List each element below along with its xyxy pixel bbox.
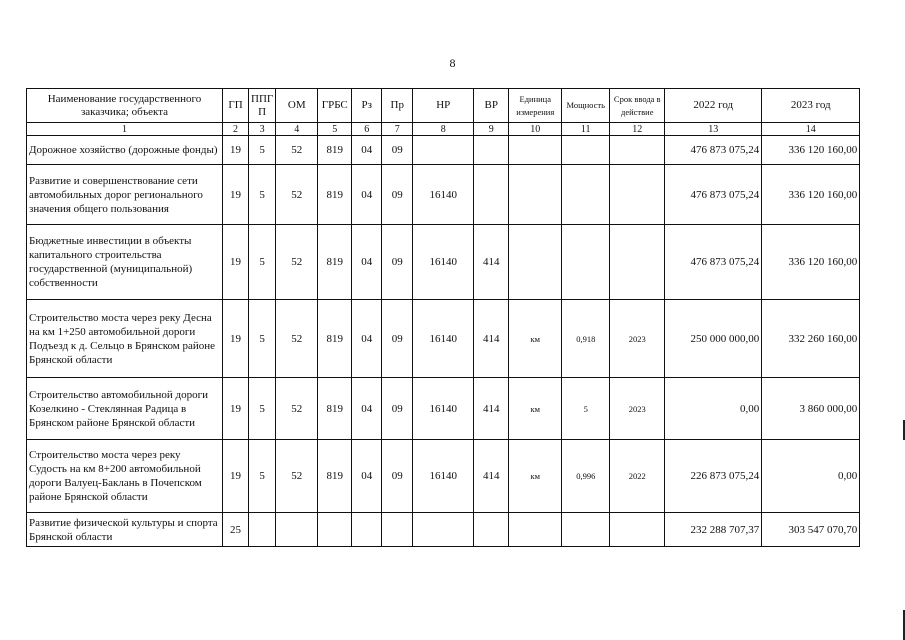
column-header: Срок ввода в действие xyxy=(610,89,665,123)
object-name-cell: Бюджетные инвестиции в объекты капитального строительства государственной (муниципальной) собственности xyxy=(27,225,223,300)
object-name-cell: Строительство автомобильной дороги Козелкино - Стеклянная Радица в Брянском районе Брянской области xyxy=(27,378,223,440)
column-header: Мощность xyxy=(562,89,610,123)
table-cell: 414 xyxy=(474,378,509,440)
table-cell: 476 873 075,24 xyxy=(665,136,762,165)
table-cell: 19 xyxy=(223,225,249,300)
table-cell: 19 xyxy=(223,165,249,225)
table-cell: 819 xyxy=(318,136,352,165)
table-cell: 19 xyxy=(223,300,249,378)
object-name-cell: Строительство моста через реку Десна на км 1+250 автомобильной дороги Подъезд к д. Сельцо в Брянском районе Брянской области xyxy=(27,300,223,378)
table-cell: 19 xyxy=(223,378,249,440)
table-cell: 819 xyxy=(318,300,352,378)
table-cell: 52 xyxy=(276,300,318,378)
table-cell: 0,00 xyxy=(665,378,762,440)
table-cell: 09 xyxy=(382,165,413,225)
table-cell: 52 xyxy=(276,378,318,440)
table-cell: 414 xyxy=(474,440,509,513)
table-cell: 336 120 160,00 xyxy=(762,225,860,300)
table-cell: 16140 xyxy=(413,300,474,378)
object-name-cell: Дорожное хозяйство (дорожные фонды) xyxy=(27,136,223,165)
column-header: Пр xyxy=(382,89,413,123)
column-number: 5 xyxy=(318,123,352,136)
table-cell: 16140 xyxy=(413,225,474,300)
table-cell: 52 xyxy=(276,136,318,165)
column-number: 9 xyxy=(474,123,509,136)
table-cell: 04 xyxy=(352,378,382,440)
column-number: 3 xyxy=(249,123,276,136)
table-cell: 819 xyxy=(318,378,352,440)
column-header: 2022 год xyxy=(665,89,762,123)
table-cell: 3 860 000,00 xyxy=(762,378,860,440)
column-number: 6 xyxy=(352,123,382,136)
column-header: ГП xyxy=(223,89,249,123)
table-cell: 5 xyxy=(249,300,276,378)
table-cell: 5 xyxy=(249,225,276,300)
table-cell xyxy=(610,165,665,225)
column-header: НР xyxy=(413,89,474,123)
object-name-cell: Строительство моста через реку Судость на км 8+200 автомобильной дороги Валуец-Баклань в Почепском районе Брянской области xyxy=(27,440,223,513)
column-header: ВР xyxy=(474,89,509,123)
table-cell: 04 xyxy=(352,225,382,300)
column-number-row xyxy=(27,123,860,136)
column-number: 4 xyxy=(276,123,318,136)
object-name-cell: Развитие физической культуры и спорта Брянской области xyxy=(27,513,223,547)
table-cell xyxy=(249,513,276,547)
table-cell: 0,996 xyxy=(562,440,610,513)
table-cell xyxy=(562,513,610,547)
table-cell: 5 xyxy=(249,440,276,513)
table-cell xyxy=(352,513,382,547)
table-cell: 19 xyxy=(223,440,249,513)
table-cell: 2022 xyxy=(610,440,665,513)
table-cell: 5 xyxy=(562,378,610,440)
table-cell: 09 xyxy=(382,136,413,165)
table-cell: 52 xyxy=(276,165,318,225)
table-row xyxy=(27,513,860,547)
table-cell xyxy=(562,165,610,225)
column-number: 10 xyxy=(509,123,562,136)
table-cell xyxy=(509,165,562,225)
page-number: 8 xyxy=(449,56,456,70)
table-cell xyxy=(509,136,562,165)
table-cell xyxy=(610,513,665,547)
table-cell: 2023 xyxy=(610,300,665,378)
table-cell: 09 xyxy=(382,378,413,440)
table-cell: 2023 xyxy=(610,378,665,440)
table-cell xyxy=(276,513,318,547)
table-cell: 303 547 070,70 xyxy=(762,513,860,547)
column-number: 7 xyxy=(382,123,413,136)
table-cell: 232 288 707,37 xyxy=(665,513,762,547)
table-cell: км xyxy=(509,440,562,513)
table-row xyxy=(27,225,860,300)
column-number: 13 xyxy=(665,123,762,136)
table-cell xyxy=(474,513,509,547)
table-cell: 5 xyxy=(249,136,276,165)
column-header: Рз xyxy=(352,89,382,123)
table-cell: 52 xyxy=(276,225,318,300)
column-number: 12 xyxy=(610,123,665,136)
column-header: ГРБС xyxy=(318,89,352,123)
table-cell xyxy=(413,513,474,547)
object-name-cell: Развитие и совершенствование сети автомобильных дорог регионального значения общего пользования xyxy=(27,165,223,225)
table-cell: 52 xyxy=(276,440,318,513)
table-cell: 04 xyxy=(352,440,382,513)
table-cell xyxy=(509,513,562,547)
table-cell: 09 xyxy=(382,440,413,513)
table-cell: 0,918 xyxy=(562,300,610,378)
table-cell: 16140 xyxy=(413,440,474,513)
column-header: 2023 год xyxy=(762,89,860,123)
budget-table xyxy=(26,88,860,547)
table-cell: 16140 xyxy=(413,165,474,225)
table-cell: 0,00 xyxy=(762,440,860,513)
table-cell xyxy=(509,225,562,300)
table-cell: 04 xyxy=(352,136,382,165)
column-header: ППГ П xyxy=(249,89,276,123)
table-cell: 414 xyxy=(474,225,509,300)
table-cell: 25 xyxy=(223,513,249,547)
table-cell: 09 xyxy=(382,225,413,300)
table-cell xyxy=(413,136,474,165)
table-cell: 04 xyxy=(352,165,382,225)
column-number: 8 xyxy=(413,123,474,136)
table-cell xyxy=(474,136,509,165)
table-cell: 226 873 075,24 xyxy=(665,440,762,513)
table-cell: 336 120 160,00 xyxy=(762,165,860,225)
table-cell: 414 xyxy=(474,300,509,378)
table-cell: 476 873 075,24 xyxy=(665,225,762,300)
header-row xyxy=(27,89,860,123)
table-row xyxy=(27,440,860,513)
table-row xyxy=(27,300,860,378)
table-cell: 819 xyxy=(318,165,352,225)
table-cell xyxy=(610,136,665,165)
table-cell: 332 260 160,00 xyxy=(762,300,860,378)
table-row xyxy=(27,378,860,440)
table-cell: 819 xyxy=(318,225,352,300)
table-cell: км xyxy=(509,300,562,378)
table-cell xyxy=(562,225,610,300)
table-row xyxy=(27,136,860,165)
table-cell: 19 xyxy=(223,136,249,165)
column-header: ОМ xyxy=(276,89,318,123)
column-number: 11 xyxy=(562,123,610,136)
table-cell: 5 xyxy=(249,378,276,440)
column-number: 1 xyxy=(27,123,223,136)
table-cell xyxy=(382,513,413,547)
column-header: Единица измерения xyxy=(509,89,562,123)
table-cell xyxy=(474,165,509,225)
table-cell xyxy=(318,513,352,547)
table-cell: 336 120 160,00 xyxy=(762,136,860,165)
table-cell: 250 000 000,00 xyxy=(665,300,762,378)
table-cell: 04 xyxy=(352,300,382,378)
table-cell xyxy=(562,136,610,165)
column-number: 14 xyxy=(762,123,860,136)
table-cell xyxy=(610,225,665,300)
table-row xyxy=(27,165,860,225)
table-cell: 16140 xyxy=(413,378,474,440)
table-cell: 819 xyxy=(318,440,352,513)
table-cell: км xyxy=(509,378,562,440)
table-cell: 5 xyxy=(249,165,276,225)
column-number: 2 xyxy=(223,123,249,136)
table-cell: 476 873 075,24 xyxy=(665,165,762,225)
column-header: Наименование государственного заказчика; объекта xyxy=(27,89,223,123)
table-cell: 09 xyxy=(382,300,413,378)
